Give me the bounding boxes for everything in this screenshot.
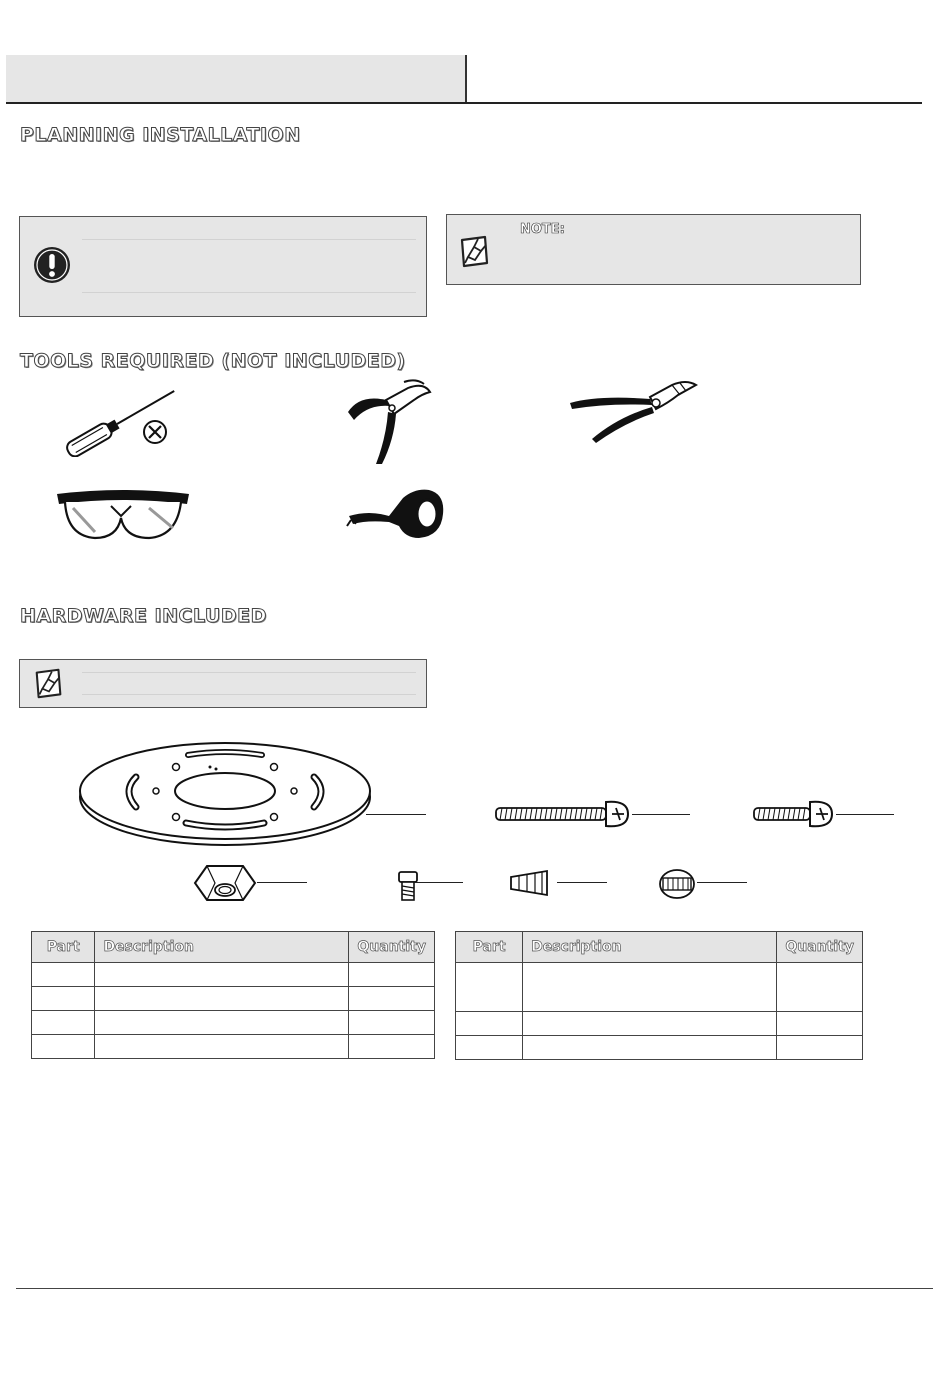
- quantity-cell: [349, 963, 435, 987]
- quantity-cell: [349, 987, 435, 1011]
- description-cell: [95, 987, 349, 1011]
- mounting-bracket-icon: [76, 737, 374, 849]
- electrical-tape-icon: [345, 480, 447, 542]
- pliers-icon: [568, 377, 700, 445]
- column-header-description: Description: [523, 932, 777, 963]
- exclamation-warning-icon: [32, 245, 72, 290]
- quantity-cell: [777, 1012, 863, 1036]
- description-cell: [523, 963, 777, 1012]
- hex-nut-icon: [193, 864, 257, 902]
- header-rule: [6, 102, 922, 104]
- quantity-cell: [349, 1035, 435, 1059]
- callout-line: [257, 882, 307, 883]
- planning-installation-title: PLANNING INSTALLATION: [20, 124, 301, 146]
- part-cell: [456, 1036, 523, 1060]
- table-row: [32, 963, 435, 987]
- footer-rule: [16, 1288, 933, 1289]
- table-row: [456, 1036, 863, 1060]
- long-screw-icon: [494, 798, 634, 830]
- description-cell: [95, 1035, 349, 1059]
- quantity-cell: [349, 1011, 435, 1035]
- quantity-cell: [777, 1036, 863, 1060]
- warning-box: [19, 216, 427, 317]
- header-title-box: [6, 55, 467, 102]
- column-header-part: Part: [456, 932, 523, 963]
- callout-line: [697, 882, 747, 883]
- parts-table-left: [31, 931, 435, 1059]
- part-cell: [32, 1035, 95, 1059]
- screwdriver-icon: [58, 385, 188, 457]
- note-pushpin-icon: [457, 233, 493, 274]
- description-cell: [95, 1011, 349, 1035]
- parts-table-right: [455, 931, 863, 1060]
- column-header-description: Description: [95, 932, 349, 963]
- table-row: [456, 963, 863, 1012]
- description-cell: [523, 1012, 777, 1036]
- description-cell: [95, 963, 349, 987]
- part-cell: [456, 1012, 523, 1036]
- part-cell: [456, 963, 523, 1012]
- note-pushpin-icon: [32, 666, 66, 705]
- table-row: [456, 1012, 863, 1036]
- column-header-part: Part: [32, 932, 95, 963]
- safety-glasses-icon: [55, 484, 191, 544]
- table-row: [32, 1011, 435, 1035]
- column-header-quantity: Quantity: [777, 932, 863, 963]
- callout-line: [557, 882, 607, 883]
- note-label: NOTE:: [520, 222, 565, 237]
- callout-line: [836, 814, 894, 815]
- short-screw-icon: [752, 798, 836, 830]
- knob-icon: [658, 868, 696, 900]
- column-header-quantity: Quantity: [349, 932, 435, 963]
- description-cell: [523, 1036, 777, 1060]
- part-cell: [32, 987, 95, 1011]
- part-cell: [32, 963, 95, 987]
- table-row: [32, 1035, 435, 1059]
- hardware-included-title: HARDWARE INCLUDED: [20, 605, 267, 627]
- tools-required-title: TOOLS REQUIRED (NOT INCLUDED): [20, 350, 406, 372]
- hardware-note-box: [19, 659, 427, 708]
- note-box: [446, 214, 861, 285]
- callout-line: [415, 882, 463, 883]
- wire-stripper-icon: [342, 378, 434, 468]
- quantity-cell: [777, 963, 863, 1012]
- callout-line: [632, 814, 690, 815]
- callout-line: [366, 814, 426, 815]
- part-cell: [32, 1011, 95, 1035]
- table-row: [32, 987, 435, 1011]
- wire-connector-icon: [507, 869, 551, 897]
- ground-screw-icon: [397, 870, 419, 902]
